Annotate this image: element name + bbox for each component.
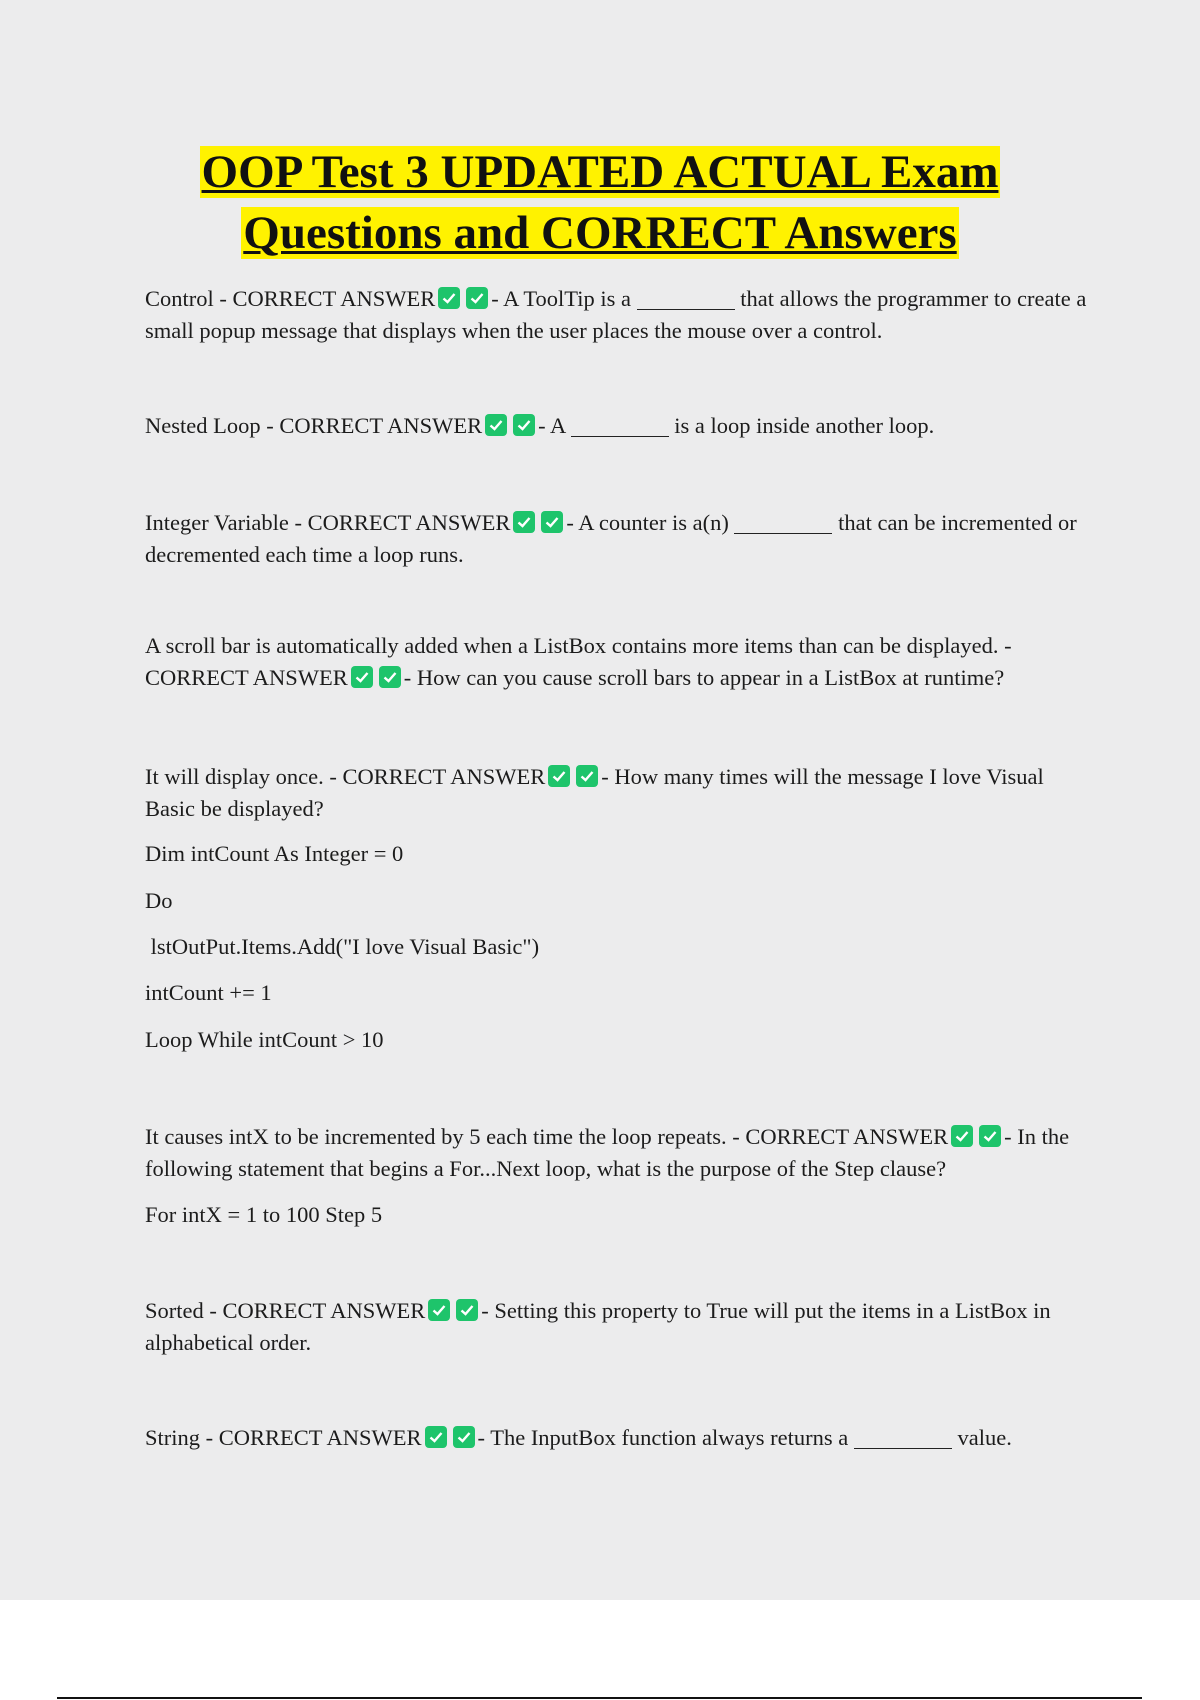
check-box-icon — [951, 1125, 973, 1147]
check-box-icon — [428, 1299, 450, 1321]
check-box-icon — [513, 511, 535, 533]
fill-in-blank — [734, 511, 832, 534]
answer-text: Sorted — [145, 1298, 204, 1323]
answer-text: Integer Variable — [145, 510, 289, 535]
question-text: - How many times will the message I love Visual Basic be displayed? — [145, 764, 1044, 821]
correct-answer-label: - CORRECT ANSWER — [209, 1298, 426, 1323]
answer-text: It causes intX to be incremented by 5 each time the loop repeats. — [145, 1124, 727, 1149]
question-text: - A — [538, 413, 565, 438]
qa-item-step-clause — [145, 1121, 1090, 1185]
code-line: lstOutPut.Items.Add("I love Visual Basic") — [145, 934, 540, 959]
question-text: - In the following statement that begins a For...Next loop, what is the purpose of the Step clause? — [145, 1124, 1070, 1181]
fill-in-blank — [571, 414, 669, 437]
correct-answer-label: - CORRECT ANSWER — [329, 764, 546, 789]
correct-answer-label: - CORRECT ANSWER — [732, 1124, 949, 1149]
check-box-icon — [379, 666, 401, 688]
qa-item-nested-loop — [145, 410, 1090, 442]
check-box-icon — [456, 1299, 478, 1321]
fill-in-blank — [854, 1426, 952, 1449]
code-line: Do — [145, 888, 173, 913]
correct-answer-label: - CORRECT ANSWER — [145, 633, 1012, 690]
code-line: For intX = 1 to 100 Step 5 — [145, 1202, 383, 1227]
question-text-continued: that can be incremented or decremented each time a loop runs. — [145, 510, 1077, 567]
check-box-icon — [541, 511, 563, 533]
check-box-icon — [453, 1426, 475, 1448]
check-box-icon — [485, 414, 507, 436]
qa-item-scroll-bar — [145, 630, 1090, 694]
title-line-2: Questions and CORRECT Answers — [243, 207, 957, 259]
fill-in-blank — [637, 287, 735, 310]
qa-item-sorted — [145, 1295, 1090, 1359]
check-box-icon — [466, 287, 488, 309]
title-line-1: OOP Test 3 UPDATED ACTUAL Exam — [201, 146, 999, 198]
check-box-icon — [576, 765, 598, 787]
question-text-continued: is a loop inside another loop. — [674, 413, 935, 438]
check-box-icon — [548, 765, 570, 787]
qa-item-string — [145, 1422, 1090, 1454]
check-box-icon — [438, 287, 460, 309]
correct-answer-label: - CORRECT ANSWER — [205, 1425, 422, 1450]
answer-text: It will display once. — [145, 764, 324, 789]
code-line: Dim intCount As Integer = 0 — [145, 841, 404, 866]
check-box-icon — [513, 414, 535, 436]
answer-text: Control — [145, 286, 214, 311]
document-title — [0, 142, 1200, 264]
question-text: - A counter is a(n) — [566, 510, 729, 535]
qa-item-display-once — [145, 761, 1090, 825]
qa-item-control — [145, 283, 1090, 347]
code-line: intCount += 1 — [145, 980, 272, 1005]
qa-item-integer-variable — [145, 507, 1090, 571]
footer-divider — [57, 1697, 1142, 1699]
correct-answer-label: - CORRECT ANSWER — [219, 286, 436, 311]
code-line: Loop While intCount > 10 — [145, 1027, 384, 1052]
check-box-icon — [351, 666, 373, 688]
answer-text: String — [145, 1425, 201, 1450]
question-text: - Setting this property to True will put the items in a ListBox in alphabetical order. — [145, 1298, 1051, 1355]
check-box-icon — [425, 1426, 447, 1448]
answer-text: Nested Loop — [145, 413, 261, 438]
question-text: - How can you cause scroll bars to appear in a ListBox at runtime? — [403, 665, 1005, 690]
question-text: - The InputBox function always returns a — [477, 1425, 849, 1450]
question-text-continued: that allows the programmer to create a small popup message that displays when the user places the mouse over a control. — [145, 286, 1087, 343]
question-text-continued: value. — [957, 1425, 1012, 1450]
question-text: - A ToolTip is a — [491, 286, 631, 311]
correct-answer-label: - CORRECT ANSWER — [294, 510, 511, 535]
answer-text: A scroll bar is automatically added when a ListBox contains more items than can be displayed. — [145, 633, 999, 658]
check-box-icon — [979, 1125, 1001, 1147]
correct-answer-label: - CORRECT ANSWER — [266, 413, 483, 438]
